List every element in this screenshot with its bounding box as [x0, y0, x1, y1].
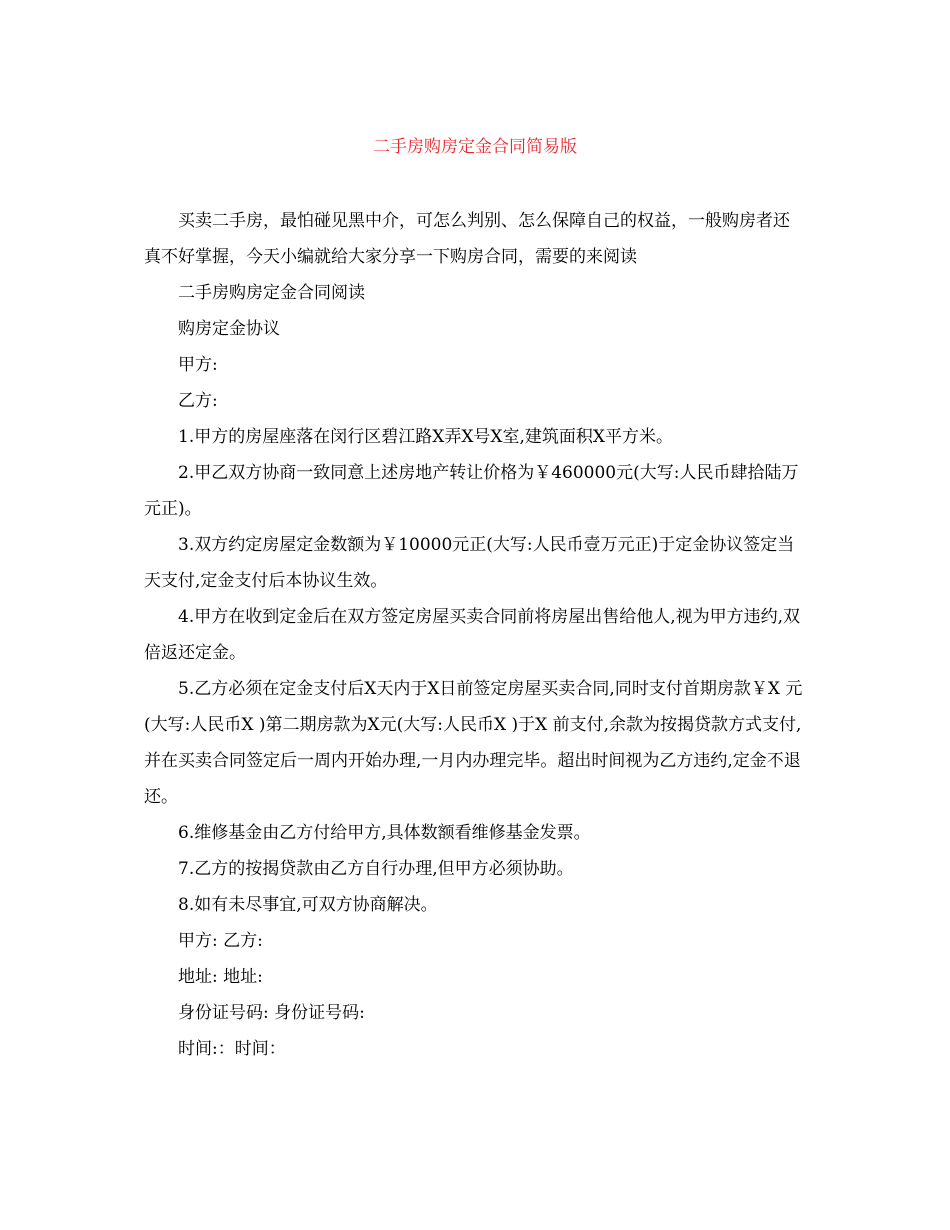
clause-5: 5.乙方必须在定金支付后X天内于X日前签定房屋买卖合同,同时支付首期房款￥X 元(大写:人民币X )第二期房款为X元(大写:人民币X )于X 前支付,余款为按揭贷款方式支付,并在买卖合同签定后一周内开始办理,一月内办理完毕。超出时间视为乙方违约,定金不退还。: [144, 679, 803, 807]
clause-3: 3.双方约定房屋定金数额为￥10000元正(大写:人民币壹万元正)于定金协议签定当天支付,定金支付后本协议生效。: [144, 535, 795, 591]
clause-8: 8.如有未尽事宜,可双方协商解决。: [178, 895, 438, 915]
signature-address: 地址: 地址:: [178, 967, 263, 987]
document-title: 二手房购房定金合同简易版: [373, 137, 577, 157]
signature-id-number: 身份证号码: 身份证号码:: [178, 1003, 365, 1023]
party-a-line: 甲方:: [178, 355, 218, 375]
clause-2: 2.甲乙双方协商一致同意上述房地产转让价格为￥460000元(大写:人民币肆拾陆万元正)。: [144, 463, 799, 519]
signature-parties: 甲方: 乙方:: [178, 931, 263, 951]
party-b-line: 乙方:: [178, 391, 218, 411]
section-heading: 二手房购房定金合同阅读: [178, 283, 365, 303]
clause-1: 1.甲方的房屋座落在闵行区碧江路X弄X号X室,建筑面积X平方米。: [178, 427, 674, 447]
clause-7: 7.乙方的按揭贷款由乙方自行办理,但甲方必须协助。: [178, 859, 574, 879]
document-body: [144, 203, 806, 1067]
clause-4: 4.甲方在收到定金后在双方签定房屋买卖合同前将房屋出售给他人,视为甲方违约,双倍返还定金。: [144, 607, 801, 663]
agreement-title: 购房定金协议: [178, 319, 280, 339]
clause-6: 6.维修基金由乙方付给甲方,具体数额看维修基金发票。: [178, 823, 591, 843]
intro-paragraph: 买卖二手房，最怕碰见黑中介，可怎么判别、怎么保障自己的权益，一般购房者还真不好掌握，今天小编就给大家分享一下购房合同，需要的来阅读: [144, 211, 790, 267]
signature-date: 时间:：时间：: [178, 1039, 286, 1059]
